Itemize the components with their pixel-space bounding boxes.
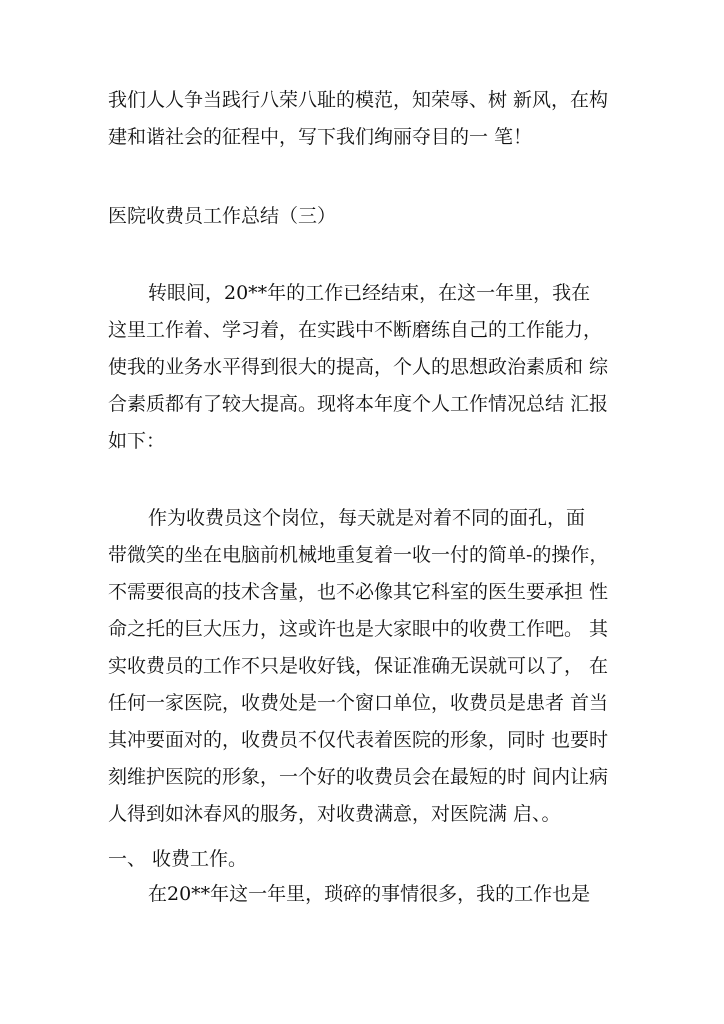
paragraph2-line-8: 刻维护医院的形象，一个好的收费员会在最短的时 间内让病 xyxy=(108,766,609,788)
paragraph1-line-5: 如下： xyxy=(108,430,166,452)
paragraph2-line-3: 不需要很高的技术含量，也不必像其它科室的医生要承担 性 xyxy=(108,581,609,603)
paragraph2-line-7: 其冲要面对的，收费员不仅代表着医院的形象，同时 也要时 xyxy=(108,729,609,751)
paragraph2-line-6: 任何一家医院，收费处是一个窗口单位，收费员是患者 首当 xyxy=(108,692,609,714)
paragraph2-line-2: 带微笑的坐在电脑前机械地重复着一收一付的简单-的操作， xyxy=(108,544,609,566)
paragraph2-line-4: 命之托的巨大压力，这或许也是大家眼中的收费工作吧。 其 xyxy=(108,618,609,640)
paragraph2-line-5: 实收费员的工作不只是收好钱，保证准确无误就可以了， 在 xyxy=(108,655,609,677)
paragraph1-line-4: 合素质都有了较大提高。现将本年度个人工作情况总结 汇报 xyxy=(108,393,609,415)
paragraph1-line-2: 这里工作着、学习着，在实践中不断磨练自己的工作能力， xyxy=(108,319,603,341)
section-title: 医院收费员工作总结（三） xyxy=(108,205,337,227)
paragraph2-line-1: 作为收费员这个岗位，每天就是对着不同的面孔，面 xyxy=(148,507,586,529)
intro-line-2: 建和谐社会的征程中，写下我们绚丽夺目的一 笔！ xyxy=(108,126,533,148)
paragraph3-line-1: 在20**年这一年里，琐碎的事情很多，我的工作也是 xyxy=(148,883,591,905)
section-heading-1: 一、 收费工作。 xyxy=(108,848,248,870)
intro-line-1: 我们人人争当践行八荣八耻的模范，知荣辱、树 新风，在构 xyxy=(108,89,609,111)
paragraph2-line-9: 人得到如沐春风的服务，对收费满意，对医院满 启、。 xyxy=(108,803,561,825)
paragraph1-line-3: 使我的业务水平得到很大的提高，个人的思想政治素质和 综 xyxy=(108,356,609,378)
paragraph1-line-1: 转眼间，20**年的工作已经结束，在这一年里，我在 xyxy=(148,282,591,304)
